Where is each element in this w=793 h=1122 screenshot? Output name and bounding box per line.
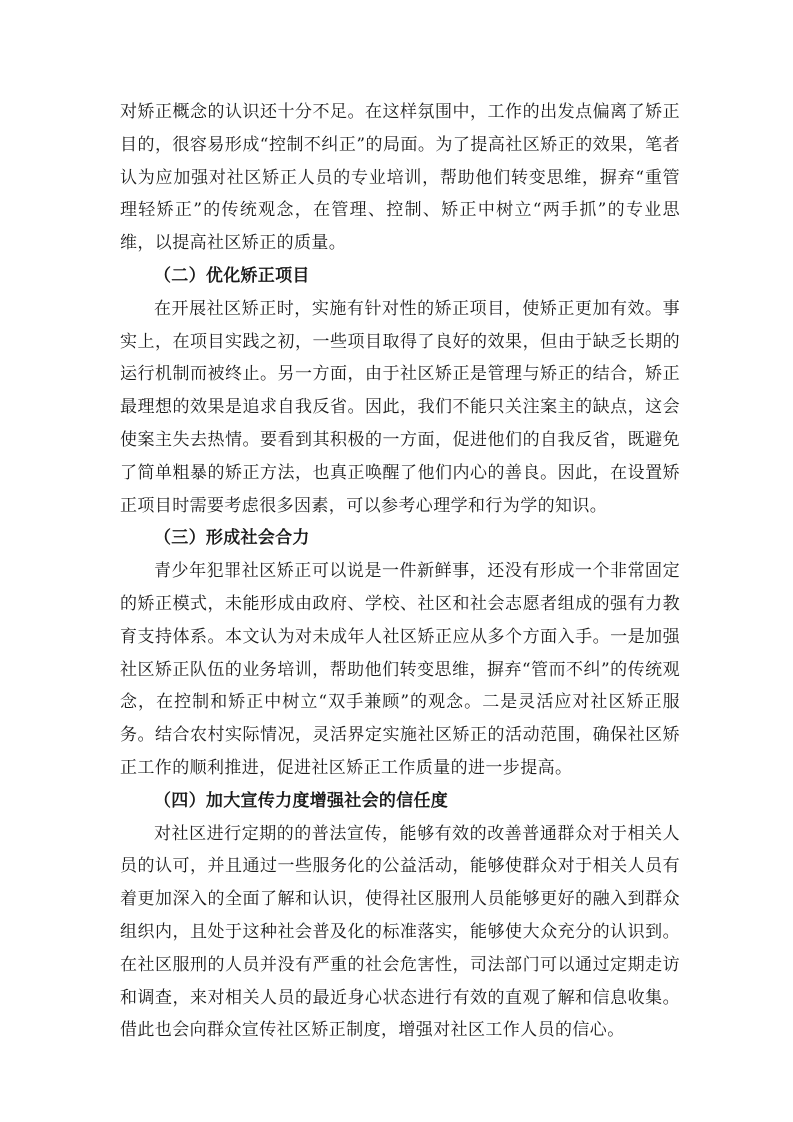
paragraph-publicity: 对社区进行定期的的普法宣传，能够有效的改善普通群众对于相关人员的认可，并且通过一些服务化的公益活动，能够使群众对于相关人员有着更加深入的全面了解和认识，使得社区服刑人员能够更好的融入到群众组织内，且处于这种社会普及化的标准落实，能够使大众充分的认识到。在社区服刑的人员并没有严重的社会危害性，司法部门可以通过定期走访和调查，来对相关人员的最近身心状态进行有效的直观了解和信息收集。借此也会向群众宣传社区矫正制度，增强对社区工作人员的信心。: [120, 823, 680, 1041]
section-heading-3: （三）形成社会合力: [154, 528, 310, 549]
paragraph-continued: 对矫正概念的认识还十分不足。在这样氛围中，工作的出发点偏离了矫正目的，很容易形成“控制不纠正”的局面。为了提高社区矫正的效果，笔者认为应加强对社区矫正人员的专业培训，帮助他们转变思维，摒弃“重管理轻矫正”的传统观念，在管理、控制、矫正中树立“两手抓”的专业思维，以提高社区矫正的质量。: [120, 102, 680, 254]
paragraph-optimize-projects: 在开展社区矫正时，实施有针对性的矫正项目，使矫正更加有效。事实上，在项目实践之初，一些项目取得了良好的效果，但由于缺乏长期的运行机制而被终止。另一方面，由于社区矫正是管理与矫正的结合，矫正最理想的效果是追求自我反省。因此，我们不能只关注案主的缺点，这会使案主失去热情。要看到其积极的一方面，促进他们的自我反省，既避免了简单粗暴的矫正方法，也真正唤醒了他们内心的善良。因此，在设置矫正项目时需要考虑很多因素，可以参考心理学和行为学的知识。: [120, 298, 680, 516]
section-heading-2: （二）优化矫正项目: [154, 265, 310, 286]
document-body: [120, 96, 680, 1047]
paragraph-social-synergy: 青少年犯罪社区矫正可以说是一件新鲜事，还没有形成一个非常固定的矫正模式，未能形成由政府、学校、社区和社会志愿者组成的强有力教育支持体系。本文认为对未成年人社区矫正应从多个方面入手。一是加强社区矫正队伍的业务培训，帮助他们转变思维，摒弃“管而不纠”的传统观念，在控制和矫正中树立“双手兼顾”的观念。二是灵活应对社区矫正服务。结合农村实际情况，灵活界定实施社区矫正的活动范围，确保社区矫正工作的顺利推进，促进社区矫正工作质量的进一步提高。: [120, 561, 680, 778]
section-heading-4: （四）加大宣传力度增强社会的信任度: [154, 790, 449, 811]
